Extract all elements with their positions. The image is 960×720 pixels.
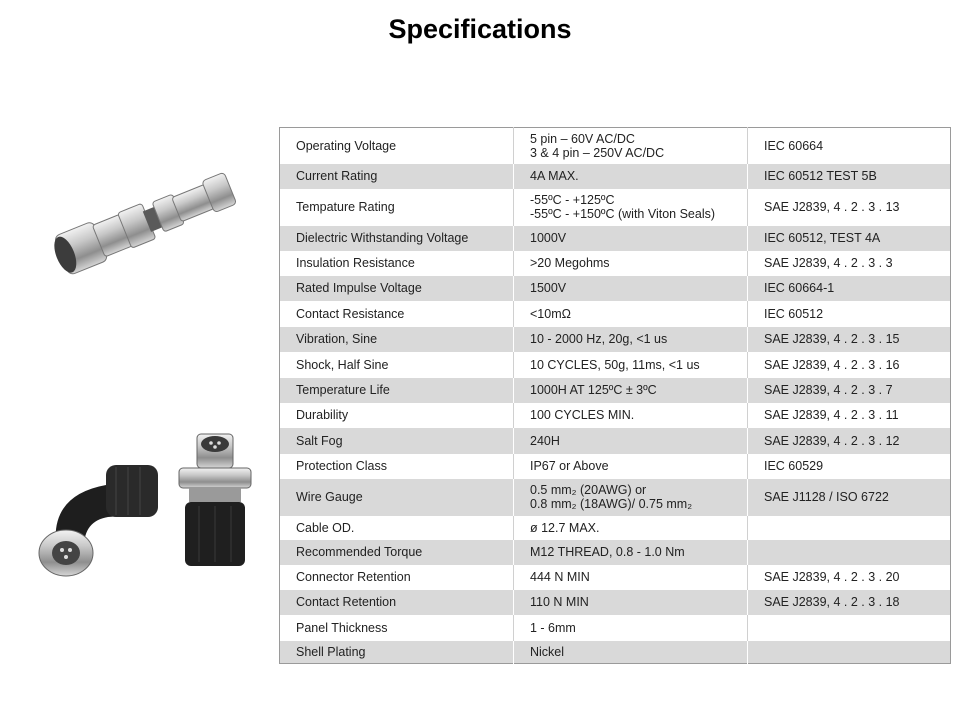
spec-value [514,454,748,479]
spec-value [514,403,748,428]
spec-row [280,378,951,403]
spec-value [514,428,748,454]
spec-value [514,479,748,516]
spec-value [514,641,748,664]
spec-value-line: 10 CYCLES, 50g, 11ms, <1 us [530,357,700,372]
spec-value-line: 1500V [530,281,567,295]
spec-row [280,641,951,664]
spec-standard: IEC 60664-1 [748,276,951,301]
spec-value [514,378,748,403]
spec-standard [748,516,951,540]
spec-standard: SAE J1128 / ISO 6722 [748,479,951,516]
spec-row [280,301,951,327]
inline-connector-image [36,160,251,280]
spec-row [280,403,951,428]
spec-row [280,251,951,276]
spec-value-line: -55ºC - +150ºC (with Viton Seals) [530,207,716,221]
spec-row [280,479,951,516]
spec-parameter: Insulation Resistance [280,251,514,276]
spec-value [514,615,748,641]
spec-value-line: -55ºC - +125ºC [530,193,615,207]
spec-row [280,352,951,378]
spec-parameter: Shell Plating [280,641,514,664]
spec-parameter: Durability [280,403,514,428]
spec-standard [748,615,951,641]
spec-parameter: Operating Voltage [280,128,514,164]
spec-row [280,189,951,226]
page-title: Specifications [388,14,572,44]
spec-parameter: Salt Fog [280,428,514,454]
spec-standard: IEC 60512 TEST 5B [748,164,951,189]
spec-standard [748,641,951,664]
spec-row [280,428,951,454]
spec-value-line: IP67 or Above [530,459,609,473]
spec-value-line: 240H [530,433,560,448]
spec-parameter: Contact Retention [280,590,514,615]
spec-value-line: 5 pin – 60V AC/DC [530,131,635,146]
spec-value [514,251,748,276]
panel-mount-connector-image [175,430,255,570]
spec-value [514,565,748,590]
spec-standard: SAE J2839, 4 . 2 . 3 . 11 [748,403,951,428]
spec-value-line: Nickel [530,644,565,659]
spec-standard: IEC 60529 [748,454,951,479]
spec-value-line: 1000H AT 125ºC ± 3ºC [530,383,657,397]
right-angle-connector-image [36,455,166,580]
spec-standard: SAE J2839, 4 . 2 . 3 . 12 [748,428,951,454]
spec-row [280,327,951,352]
spec-value-line: 1000V [530,231,567,245]
spec-standard: IEC 60512 [748,301,951,327]
spec-parameter: Vibration, Sine [280,327,514,352]
spec-parameter: Recommended Torque [280,540,514,565]
spec-value [514,590,748,615]
spec-parameter: Current Rating [280,164,514,189]
spec-parameter: Cable OD. [280,516,514,540]
spec-parameter: Protection Class [280,454,514,479]
spec-value-line: <10mΩ [530,306,571,321]
spec-value [514,352,748,378]
spec-parameter: Rated Impulse Voltage [280,276,514,301]
spec-standard: SAE J2839, 4 . 2 . 3 . 3 [748,251,951,276]
spec-value-line: 0.5 mm₂ (20AWG) or [530,483,647,497]
spec-standard: SAE J2839, 4 . 2 . 3 . 16 [748,352,951,378]
spec-row [280,615,951,641]
spec-value [514,540,748,565]
spec-row [280,454,951,479]
spec-row [280,565,951,590]
spec-standard: SAE J2839, 4 . 2 . 3 . 15 [748,327,951,352]
specifications-table [279,127,951,664]
spec-standard [748,540,951,565]
spec-row [280,226,951,251]
spec-value [514,128,748,164]
spec-value [514,226,748,251]
spec-standard: SAE J2839, 4 . 2 . 3 . 7 [748,378,951,403]
spec-value [514,189,748,226]
spec-parameter: Tempature Rating [280,189,514,226]
spec-parameter: Temperature Life [280,378,514,403]
spec-value [514,327,748,352]
spec-row [280,128,951,164]
spec-value-line: 100 CYCLES MIN. [530,408,635,422]
spec-value [514,301,748,327]
spec-value-line: 1 - 6mm [530,620,576,635]
spec-standard: IEC 60512, TEST 4A [748,226,951,251]
spec-standard: SAE J2839, 4 . 2 . 3 . 18 [748,590,951,615]
spec-value [514,276,748,301]
spec-standard: IEC 60664 [748,128,951,164]
spec-value-line: 3 & 4 pin – 250V AC/DC [530,145,665,160]
spec-value-line: 10 - 2000 Hz, 20g, <1 us [530,332,668,346]
spec-row [280,590,951,615]
spec-value-line: 110 N MIN [530,595,589,609]
spec-value-line: 4A MAX. [530,169,579,183]
spec-row [280,516,951,540]
spec-row [280,276,951,301]
spec-value-line: M12 THREAD, 0.8 - 1.0 Nm [530,545,685,559]
spec-parameter: Panel Thickness [280,615,514,641]
spec-parameter: Connector Retention [280,565,514,590]
spec-row [280,540,951,565]
spec-parameter: Contact Resistance [280,301,514,327]
spec-value-line: >20 Megohms [530,256,610,270]
spec-value [514,516,748,540]
spec-value-line: 444 N MIN [530,570,590,584]
spec-value-line: 0.8 mm₂ (18AWG)/ 0.75 mm₂ [530,497,693,511]
spec-parameter: Wire Gauge [280,479,514,516]
spec-standard: SAE J2839, 4 . 2 . 3 . 20 [748,565,951,590]
spec-value-line: ø 12.7 MAX. [530,520,600,535]
spec-standard: SAE J2839, 4 . 2 . 3 . 13 [748,189,951,226]
spec-value [514,164,748,189]
spec-parameter: Dielectric Withstanding Voltage [280,226,514,251]
spec-parameter: Shock, Half Sine [280,352,514,378]
spec-row [280,164,951,189]
